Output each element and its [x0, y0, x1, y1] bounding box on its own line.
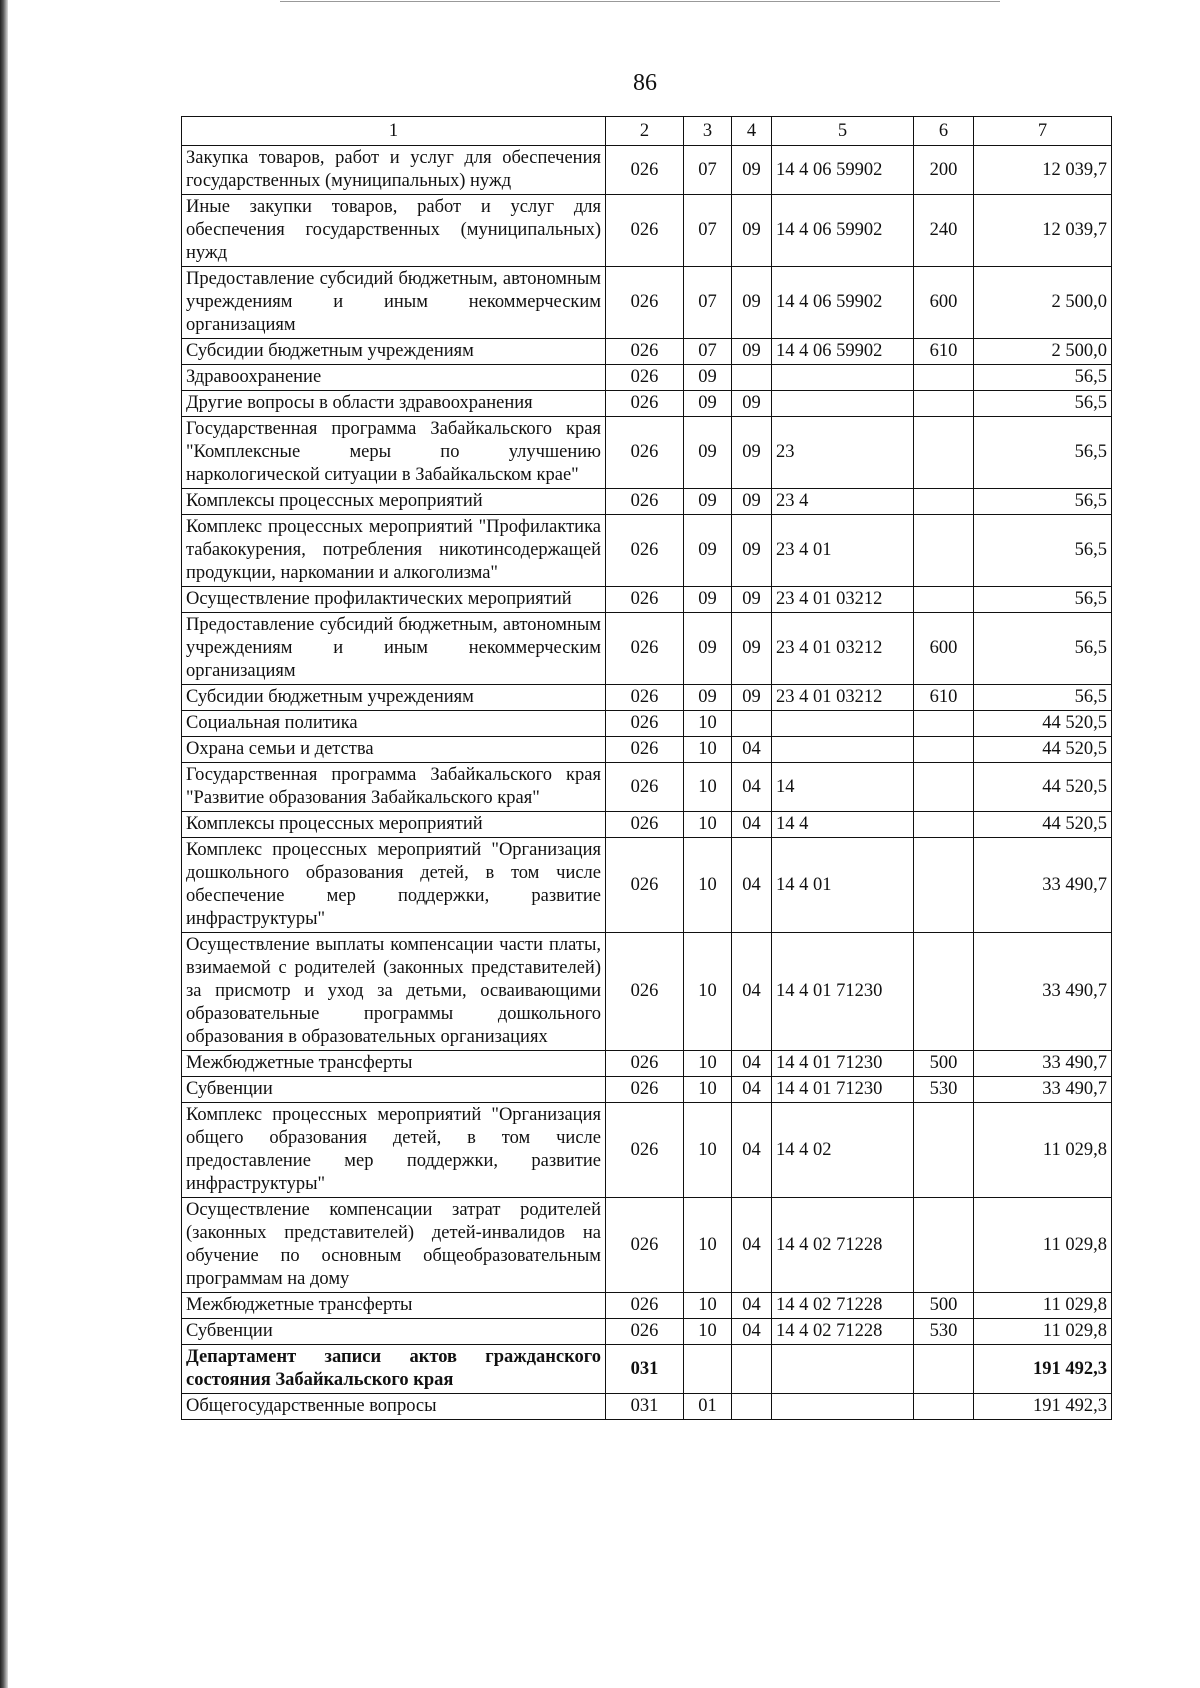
amount-cell: 44 520,5 [974, 763, 1112, 812]
header-cell: 5 [772, 117, 914, 146]
expense-name-cell: Комплексы процессных мероприятий [182, 489, 606, 515]
expense-name-cell: Охрана семьи и детства [182, 737, 606, 763]
target-article-cell: 14 4 02 71228 [772, 1198, 914, 1293]
section-code-cell: 10 [684, 1051, 732, 1077]
expense-name-cell: Закупка товаров, работ и услуг для обеспечения государственных (муниципальных) нужд [182, 146, 606, 195]
subsection-code-cell: 09 [732, 391, 772, 417]
ministry-code-cell: 026 [606, 613, 684, 685]
expense-type-cell [914, 489, 974, 515]
scan-edge [0, 0, 8, 1688]
expense-type-cell [914, 933, 974, 1051]
expense-name-cell: Социальная политика [182, 711, 606, 737]
target-article-cell: 14 4 01 71230 [772, 1077, 914, 1103]
ministry-code-cell: 026 [606, 812, 684, 838]
table-row [182, 737, 1112, 763]
expense-type-cell: 200 [914, 146, 974, 195]
subsection-code-cell: 09 [732, 417, 772, 489]
expense-name-cell: Межбюджетные трансферты [182, 1051, 606, 1077]
table-row [182, 933, 1112, 1051]
expense-type-cell [914, 417, 974, 489]
amount-cell: 56,5 [974, 417, 1112, 489]
table-header-row [182, 117, 1112, 146]
section-code-cell: 10 [684, 812, 732, 838]
table-row [182, 339, 1112, 365]
budget-table [181, 116, 1112, 1420]
ministry-code-cell: 026 [606, 685, 684, 711]
target-article-cell: 14 4 06 59902 [772, 267, 914, 339]
expense-type-cell [914, 515, 974, 587]
amount-cell: 56,5 [974, 685, 1112, 711]
section-code-cell: 10 [684, 933, 732, 1051]
expense-type-cell: 610 [914, 685, 974, 711]
expense-name-cell: Здравоохранение [182, 365, 606, 391]
ministry-code-cell: 026 [606, 737, 684, 763]
target-article-cell: 23 4 01 03212 [772, 685, 914, 711]
target-article-cell: 14 4 06 59902 [772, 339, 914, 365]
expense-name-cell: Комплекс процессных мероприятий "Организация дошкольного образования детей, в том числе обеспечение мер поддержки, развитие инфраструктуры" [182, 838, 606, 933]
section-code-cell: 07 [684, 339, 732, 365]
subsection-code-cell: 04 [732, 838, 772, 933]
ministry-code-cell: 026 [606, 587, 684, 613]
table-row [182, 1198, 1112, 1293]
subsection-code-cell: 04 [732, 1293, 772, 1319]
target-article-cell: 14 4 02 71228 [772, 1319, 914, 1345]
expense-name-cell: Комплексы процессных мероприятий [182, 812, 606, 838]
target-article-cell [772, 391, 914, 417]
header-cell: 2 [606, 117, 684, 146]
table-row [182, 587, 1112, 613]
ministry-code-cell: 026 [606, 838, 684, 933]
expense-type-cell [914, 1103, 974, 1198]
subsection-code-cell [732, 365, 772, 391]
subsection-code-cell [732, 1394, 772, 1420]
amount-cell: 2 500,0 [974, 339, 1112, 365]
section-code-cell: 07 [684, 146, 732, 195]
expense-type-cell [914, 763, 974, 812]
expense-type-cell [914, 838, 974, 933]
amount-cell: 11 029,8 [974, 1319, 1112, 1345]
table-row [182, 711, 1112, 737]
section-code-cell [684, 1345, 732, 1394]
ministry-code-cell: 026 [606, 1198, 684, 1293]
expense-name-cell: Осуществление выплаты компенсации части платы, взимаемой с родителей (законных представителей) за присмотр и уход за детьми, осваивающими образовательные программы дошкольного образования в образовательных организациях [182, 933, 606, 1051]
expense-type-cell: 530 [914, 1077, 974, 1103]
expense-name-cell: Осуществление профилактических мероприятий [182, 587, 606, 613]
subsection-code-cell: 09 [732, 146, 772, 195]
header-cell: 7 [974, 117, 1112, 146]
table-row [182, 417, 1112, 489]
table-row [182, 1293, 1112, 1319]
amount-cell: 44 520,5 [974, 711, 1112, 737]
amount-cell: 33 490,7 [974, 838, 1112, 933]
table-row [182, 1319, 1112, 1345]
section-code-cell: 07 [684, 195, 732, 267]
table-row [182, 812, 1112, 838]
section-code-cell: 10 [684, 1319, 732, 1345]
target-article-cell: 23 4 01 [772, 515, 914, 587]
expense-name-cell: Комплекс процессных мероприятий "Профилактика табакокурения, потребления никотинсодержащей продукции, наркомании и алкоголизма" [182, 515, 606, 587]
table-row [182, 267, 1112, 339]
scan-artifact-line [280, 1, 1000, 2]
subsection-code-cell: 04 [732, 1319, 772, 1345]
ministry-code-cell: 026 [606, 933, 684, 1051]
table-row [182, 391, 1112, 417]
ministry-code-cell: 026 [606, 489, 684, 515]
target-article-cell: 14 4 [772, 812, 914, 838]
target-article-cell: 23 4 01 03212 [772, 587, 914, 613]
section-code-cell: 09 [684, 417, 732, 489]
target-article-cell: 14 4 02 [772, 1103, 914, 1198]
expense-name-cell: Субсидии бюджетным учреждениям [182, 685, 606, 711]
header-cell: 4 [732, 117, 772, 146]
ministry-code-cell: 026 [606, 195, 684, 267]
subsection-code-cell: 09 [732, 515, 772, 587]
header-cell: 3 [684, 117, 732, 146]
target-article-cell: 14 4 06 59902 [772, 146, 914, 195]
section-code-cell: 10 [684, 711, 732, 737]
table-row [182, 1051, 1112, 1077]
ministry-code-cell: 026 [606, 267, 684, 339]
table-row [182, 685, 1112, 711]
ministry-code-cell: 031 [606, 1345, 684, 1394]
amount-cell: 56,5 [974, 515, 1112, 587]
subsection-code-cell: 04 [732, 1077, 772, 1103]
amount-cell: 191 492,3 [974, 1345, 1112, 1394]
expense-type-cell: 600 [914, 613, 974, 685]
amount-cell: 56,5 [974, 391, 1112, 417]
target-article-cell [772, 1394, 914, 1420]
subsection-code-cell: 04 [732, 737, 772, 763]
expense-type-cell [914, 1345, 974, 1394]
subsection-code-cell: 04 [732, 933, 772, 1051]
table-row [182, 763, 1112, 812]
target-article-cell: 14 4 01 71230 [772, 933, 914, 1051]
table-row [182, 515, 1112, 587]
expense-type-cell: 600 [914, 267, 974, 339]
amount-cell: 191 492,3 [974, 1394, 1112, 1420]
amount-cell: 56,5 [974, 365, 1112, 391]
expense-name-cell: Другие вопросы в области здравоохранения [182, 391, 606, 417]
amount-cell: 12 039,7 [974, 146, 1112, 195]
expense-name-cell: Департамент записи актов гражданского состояния Забайкальского края [182, 1345, 606, 1394]
ministry-code-cell: 026 [606, 1103, 684, 1198]
table-row [182, 146, 1112, 195]
expense-type-cell: 500 [914, 1051, 974, 1077]
table-row [182, 1345, 1112, 1394]
expense-name-cell: Предоставление субсидий бюджетным, автономным учреждениям и иным некоммерческим организациям [182, 613, 606, 685]
expense-type-cell [914, 711, 974, 737]
ministry-code-cell: 026 [606, 1319, 684, 1345]
subsection-code-cell [732, 711, 772, 737]
subsection-code-cell: 09 [732, 339, 772, 365]
subsection-code-cell: 09 [732, 685, 772, 711]
section-code-cell: 09 [684, 489, 732, 515]
expense-name-cell: Субвенции [182, 1319, 606, 1345]
section-code-cell: 07 [684, 267, 732, 339]
section-code-cell: 10 [684, 763, 732, 812]
section-code-cell: 09 [684, 685, 732, 711]
table-row [182, 489, 1112, 515]
target-article-cell: 14 [772, 763, 914, 812]
section-code-cell: 10 [684, 1293, 732, 1319]
expense-type-cell: 530 [914, 1319, 974, 1345]
expense-type-cell [914, 812, 974, 838]
expense-type-cell: 500 [914, 1293, 974, 1319]
target-article-cell [772, 1345, 914, 1394]
target-article-cell [772, 711, 914, 737]
section-code-cell: 09 [684, 515, 732, 587]
expense-name-cell: Межбюджетные трансферты [182, 1293, 606, 1319]
section-code-cell: 01 [684, 1394, 732, 1420]
section-code-cell: 10 [684, 1077, 732, 1103]
target-article-cell: 23 [772, 417, 914, 489]
header-cell: 6 [914, 117, 974, 146]
amount-cell: 11 029,8 [974, 1103, 1112, 1198]
ministry-code-cell: 026 [606, 711, 684, 737]
target-article-cell: 14 4 06 59902 [772, 195, 914, 267]
amount-cell: 33 490,7 [974, 933, 1112, 1051]
ministry-code-cell: 026 [606, 146, 684, 195]
expense-name-cell: Иные закупки товаров, работ и услуг для обеспечения государственных (муниципальных) нужд [182, 195, 606, 267]
amount-cell: 12 039,7 [974, 195, 1112, 267]
target-article-cell: 14 4 02 71228 [772, 1293, 914, 1319]
amount-cell: 56,5 [974, 489, 1112, 515]
target-article-cell: 14 4 01 71230 [772, 1051, 914, 1077]
amount-cell: 2 500,0 [974, 267, 1112, 339]
expense-type-cell: 240 [914, 195, 974, 267]
subsection-code-cell [732, 1345, 772, 1394]
amount-cell: 44 520,5 [974, 812, 1112, 838]
expense-name-cell: Субвенции [182, 1077, 606, 1103]
expense-name-cell: Общегосударственные вопросы [182, 1394, 606, 1420]
amount-cell: 56,5 [974, 613, 1112, 685]
expense-name-cell: Субсидии бюджетным учреждениям [182, 339, 606, 365]
expense-type-cell [914, 365, 974, 391]
target-article-cell: 23 4 [772, 489, 914, 515]
subsection-code-cell: 04 [732, 812, 772, 838]
ministry-code-cell: 026 [606, 1077, 684, 1103]
expense-type-cell: 610 [914, 339, 974, 365]
amount-cell: 33 490,7 [974, 1051, 1112, 1077]
table-row [182, 838, 1112, 933]
table-row [182, 195, 1112, 267]
target-article-cell: 14 4 01 [772, 838, 914, 933]
table-row [182, 1077, 1112, 1103]
header-cell: 1 [182, 117, 606, 146]
amount-cell: 11 029,8 [974, 1198, 1112, 1293]
expense-name-cell: Комплекс процессных мероприятий "Организация общего образования детей, в том числе предоставление мер поддержки, развитие инфраструктуры" [182, 1103, 606, 1198]
section-code-cell: 10 [684, 1198, 732, 1293]
table-row [182, 613, 1112, 685]
section-code-cell: 10 [684, 1103, 732, 1198]
ministry-code-cell: 026 [606, 417, 684, 489]
subsection-code-cell: 09 [732, 587, 772, 613]
expense-type-cell [914, 1198, 974, 1293]
subsection-code-cell: 04 [732, 1198, 772, 1293]
subsection-code-cell: 04 [732, 763, 772, 812]
subsection-code-cell: 09 [732, 489, 772, 515]
expense-type-cell [914, 737, 974, 763]
subsection-code-cell: 04 [732, 1103, 772, 1198]
subsection-code-cell: 09 [732, 267, 772, 339]
expense-name-cell: Предоставление субсидий бюджетным, автономным учреждениям и иным некоммерческим организациям [182, 267, 606, 339]
target-article-cell: 23 4 01 03212 [772, 613, 914, 685]
section-code-cell: 09 [684, 613, 732, 685]
section-code-cell: 09 [684, 587, 732, 613]
subsection-code-cell: 09 [732, 195, 772, 267]
ministry-code-cell: 026 [606, 1051, 684, 1077]
expense-type-cell [914, 587, 974, 613]
ministry-code-cell: 031 [606, 1394, 684, 1420]
ministry-code-cell: 026 [606, 1293, 684, 1319]
ministry-code-cell: 026 [606, 339, 684, 365]
expense-type-cell [914, 1394, 974, 1420]
section-code-cell: 09 [684, 365, 732, 391]
expense-type-cell [914, 391, 974, 417]
amount-cell: 56,5 [974, 587, 1112, 613]
table-row [182, 1103, 1112, 1198]
page-number: 86 [633, 70, 657, 96]
table-row [182, 1394, 1112, 1420]
target-article-cell [772, 365, 914, 391]
ministry-code-cell: 026 [606, 763, 684, 812]
subsection-code-cell: 09 [732, 613, 772, 685]
section-code-cell: 10 [684, 737, 732, 763]
target-article-cell [772, 737, 914, 763]
section-code-cell: 09 [684, 391, 732, 417]
ministry-code-cell: 026 [606, 365, 684, 391]
subsection-code-cell: 04 [732, 1051, 772, 1077]
ministry-code-cell: 026 [606, 391, 684, 417]
expense-name-cell: Государственная программа Забайкальского края "Развитие образования Забайкальского края" [182, 763, 606, 812]
ministry-code-cell: 026 [606, 515, 684, 587]
expense-name-cell: Государственная программа Забайкальского края "Комплексные меры по улучшению наркологической ситуации в Забайкальском крае" [182, 417, 606, 489]
expense-name-cell: Осуществление компенсации затрат родителей (законных представителей) детей-инвалидов на обучение по основным общеобразовательным программам на дому [182, 1198, 606, 1293]
section-code-cell: 10 [684, 838, 732, 933]
table-row [182, 365, 1112, 391]
amount-cell: 33 490,7 [974, 1077, 1112, 1103]
amount-cell: 11 029,8 [974, 1293, 1112, 1319]
amount-cell: 44 520,5 [974, 737, 1112, 763]
